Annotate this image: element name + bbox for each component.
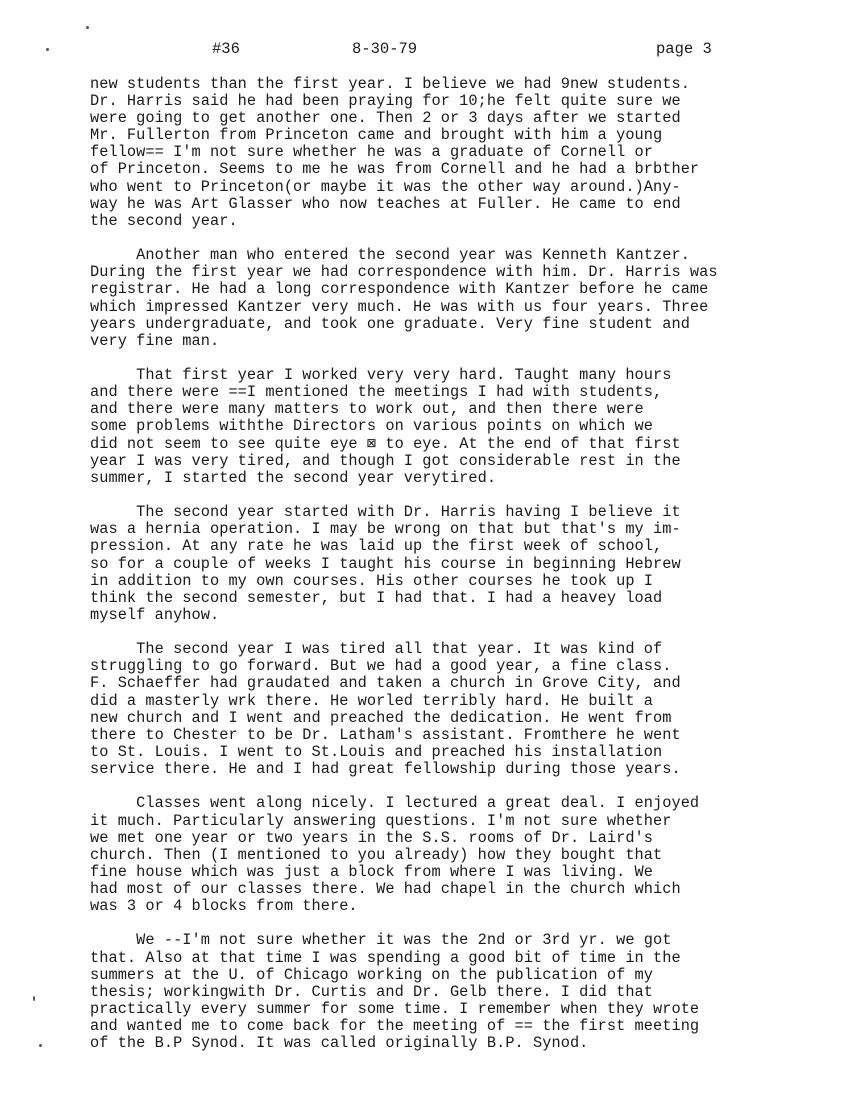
text-line: of Princeton. Seems to me he was from Cornell and he had a brbther bbox=[90, 160, 700, 179]
text-line: in addition to my own courses. His other courses he took up I bbox=[90, 571, 654, 590]
text-line: very fine man. bbox=[90, 331, 220, 350]
page-number: page 3 bbox=[656, 40, 712, 58]
text-line: it much. Particularly answering questions. I'm not sure whether bbox=[90, 811, 672, 830]
text-line: did a masterly wrk there. He worled terribly hard. He built a bbox=[90, 691, 654, 710]
text-line: fine house which was just a block from where I was living. We bbox=[90, 862, 654, 881]
text-line: During the first year we had correspondence with him. Dr. Harris was bbox=[90, 263, 718, 282]
text-line: of the B.P Synod. It was called originally B.P. Synod. bbox=[90, 1034, 589, 1053]
text-line: had most of our classes there. We had chapel in the church which bbox=[90, 879, 681, 898]
body-text bbox=[90, 76, 802, 1070]
text-line: summers at the U. of Chicago working on the publication of my bbox=[90, 965, 654, 984]
document-number: #36 bbox=[212, 40, 240, 58]
text-line: new church and I went and preached the dedication. He went from bbox=[90, 708, 672, 727]
text-line: F. Schaeffer had graudated and taken a church in Grove City, and bbox=[90, 674, 681, 693]
paragraph bbox=[90, 795, 802, 915]
text-line: which impressed Kantzer very much. He was with us four years. Three bbox=[90, 297, 709, 316]
text-line: and there were many matters to work out, and then there were bbox=[90, 400, 644, 419]
text-line: way he was Art Glasser who now teaches at Fuller. He came to end bbox=[90, 194, 681, 213]
text-line: That first year I worked very very hard. Taught many hours bbox=[90, 366, 672, 385]
text-line: was 3 or 4 blocks from there. bbox=[90, 896, 358, 915]
text-line: registrar. He had a long correspondence with Kantzer before he came bbox=[90, 280, 709, 299]
text-line: thesis; workingwith Dr. Curtis and Dr. Gelb there. I did that bbox=[90, 982, 654, 1001]
text-line: years undergraduate, and took one graduate. Very fine student and bbox=[90, 314, 690, 333]
text-line: Mr. Fullerton from Princeton came and brought with him a young bbox=[90, 126, 663, 145]
text-line: that. Also at that time I was spending a good bit of time in the bbox=[90, 948, 681, 967]
page-header bbox=[0, 40, 851, 60]
paper-speck bbox=[86, 26, 89, 29]
paragraph bbox=[90, 76, 802, 230]
text-line: Dr. Harris said he had been praying for 10;he felt quite sure we bbox=[90, 92, 681, 111]
text-line: there to Chester to be Dr. Latham's assistant. Fromthere he went bbox=[90, 725, 681, 744]
text-line: Classes went along nicely. I lectured a great deal. I enjoyed bbox=[90, 794, 700, 813]
text-line: new students than the first year. I believe we had 9new students. bbox=[90, 75, 690, 93]
paragraph bbox=[90, 641, 802, 778]
text-line: who went to Princeton(or maybe it was the other way around.)Any- bbox=[90, 177, 681, 196]
text-line: church. Then (I mentioned to you already) how they bought that bbox=[90, 845, 663, 864]
text-line: so for a couple of weeks I taught his course in beginning Hebrew bbox=[90, 554, 681, 573]
text-line: struggling to go forward. But we had a good year, a fine class. bbox=[90, 657, 672, 676]
text-line: summer, I started the second year verytired. bbox=[90, 468, 497, 487]
paragraph bbox=[90, 247, 802, 350]
text-line: The second year I was tired all that year. It was kind of bbox=[90, 640, 663, 659]
text-line: fellow== I'm not sure whether he was a graduate of Cornell or bbox=[90, 143, 654, 162]
text-line: some problems withthe Directors on various points on which we bbox=[90, 417, 654, 436]
text-line: Another man who entered the second year was Kenneth Kantzer. bbox=[90, 246, 690, 265]
text-line: year I was very tired, and though I got considerable rest in the bbox=[90, 451, 681, 470]
text-line: was a hernia operation. I may be wrong on that but that's my im- bbox=[90, 520, 681, 539]
paragraph bbox=[90, 504, 802, 624]
paper-speck bbox=[33, 996, 35, 1001]
text-line: we met one year or two years in the S.S. rooms of Dr. Laird's bbox=[90, 828, 654, 847]
text-line: service there. He and I had great fellowship during those years. bbox=[90, 759, 681, 778]
text-line: were going to get another one. Then 2 or 3 days after we started bbox=[90, 109, 681, 128]
text-line: and wanted me to come back for the meeting of == the first meeting bbox=[90, 1016, 700, 1035]
paragraph bbox=[90, 932, 802, 1052]
text-line: The second year started with Dr. Harris having I believe it bbox=[90, 503, 681, 522]
paragraph bbox=[90, 367, 802, 487]
text-line: and there were ==I mentioned the meetings I had with students, bbox=[90, 383, 663, 402]
text-line: did not seem to see quite eye ⊠ to eye. At the end of that first bbox=[90, 434, 681, 453]
text-line: practically every summer for some time. I remember when they wrote bbox=[90, 999, 700, 1018]
text-line: pression. At any rate he was laid up the first week of school, bbox=[90, 537, 663, 556]
text-line: We --I'm not sure whether it was the 2nd or 3rd yr. we got bbox=[90, 931, 672, 950]
text-line: to St. Louis. I went to St.Louis and preached his installation bbox=[90, 742, 663, 761]
text-line: the second year. bbox=[90, 211, 238, 230]
text-line: myself anyhow. bbox=[90, 605, 220, 624]
paper-speck bbox=[39, 1044, 42, 1047]
document-date: 8-30-79 bbox=[352, 40, 418, 58]
text-line: think the second semester, but I had that. I had a heavey load bbox=[90, 588, 663, 607]
